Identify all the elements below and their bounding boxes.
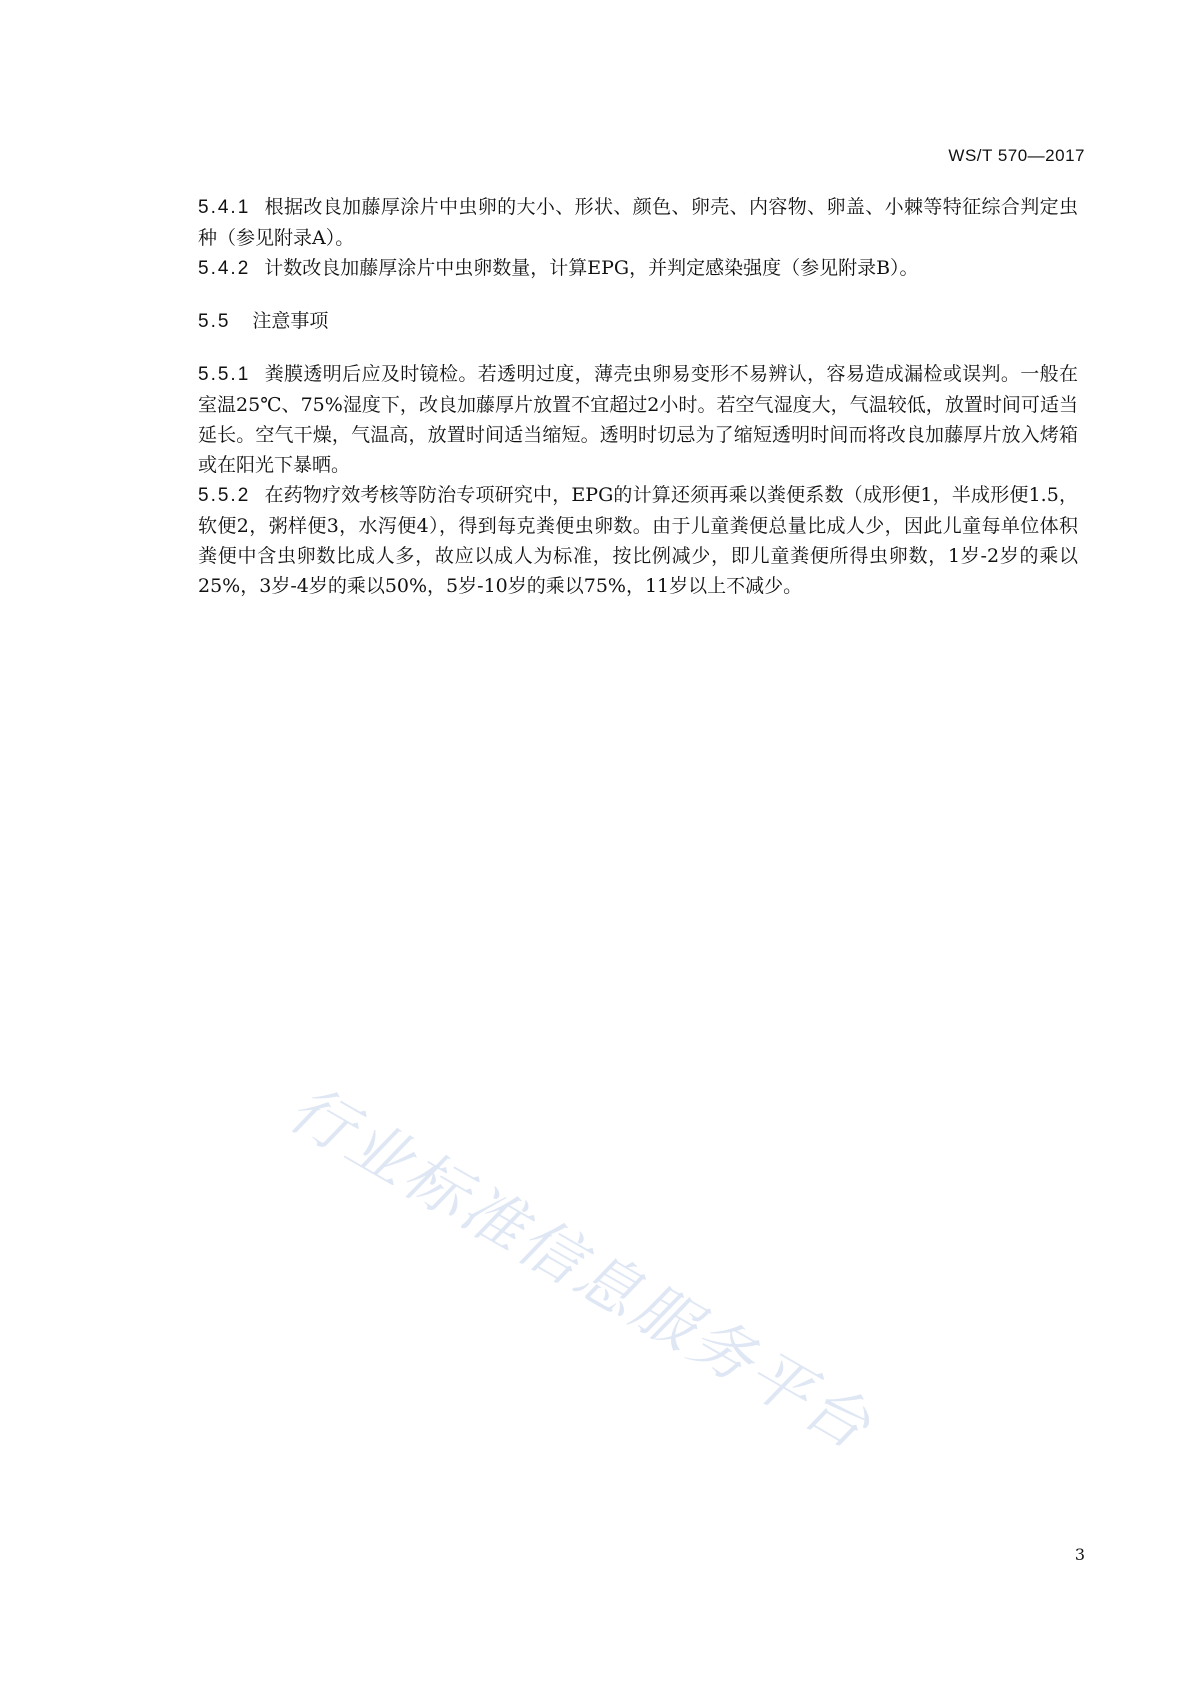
- clause-number: 5.5.1: [198, 364, 251, 385]
- clause-text: 粪膜透明后应及时镜检。若透明过度，薄壳虫卵易变形不易辨认，容易造成漏检或误判。一般在室温25℃、75%湿度下，改良加藤厚片放置不宜超过2小时。若空气湿度大，气温较低，放置时间可适当延长。空气干燥，气温高，放置时间适当缩短。透明时切忌为了缩短透明时间而将改良加藤厚片放入烤箱或在阳光下暴晒。: [198, 363, 1078, 476]
- clause-number: 5.4.1: [198, 197, 251, 218]
- section-heading-5-5: [198, 306, 1078, 337]
- clause-5-4-1: [198, 192, 1078, 253]
- standard-code: WS/T 570—2017: [948, 146, 1085, 165]
- page-number: 3: [1074, 1545, 1085, 1564]
- section-number: 5.5: [198, 311, 231, 332]
- clause-5-5-2: [198, 480, 1078, 601]
- watermark: 行业标准信息服务平台: [277, 1071, 886, 1465]
- clause-number: 5.5.2: [198, 485, 251, 506]
- section-title: 注意事项: [252, 310, 329, 332]
- clause-text: 根据改良加藤厚涂片中虫卵的大小、形状、颜色、卵壳、内容物、卵盖、小棘等特征综合判定虫种（参见附录A）。: [198, 196, 1078, 249]
- clause-5-4-2: [198, 253, 1078, 284]
- clause-text: 计数改良加藤厚涂片中虫卵数量，计算EPG，并判定感染强度（参见附录B）。: [264, 257, 919, 279]
- document-body: [198, 192, 1078, 601]
- clause-number: 5.4.2: [198, 258, 251, 279]
- clause-5-5-1: [198, 359, 1078, 480]
- clause-text: 在药物疗效考核等防治专项研究中，EPG的计算还须再乘以粪便系数（成形便1，半成形便1.5，软便2，粥样便3，水泻便4），得到每克粪便虫卵数。由于儿童粪便总量比成人少，因此儿童每单位体积粪便中含虫卵数比成人多，故应以成人为标准，按比例减少，即儿童粪便所得虫卵数，1岁-2岁的乘以25%，3岁-4岁的乘以50%，5岁-10岁的乘以75%，11岁以上不减少。: [198, 484, 1078, 597]
